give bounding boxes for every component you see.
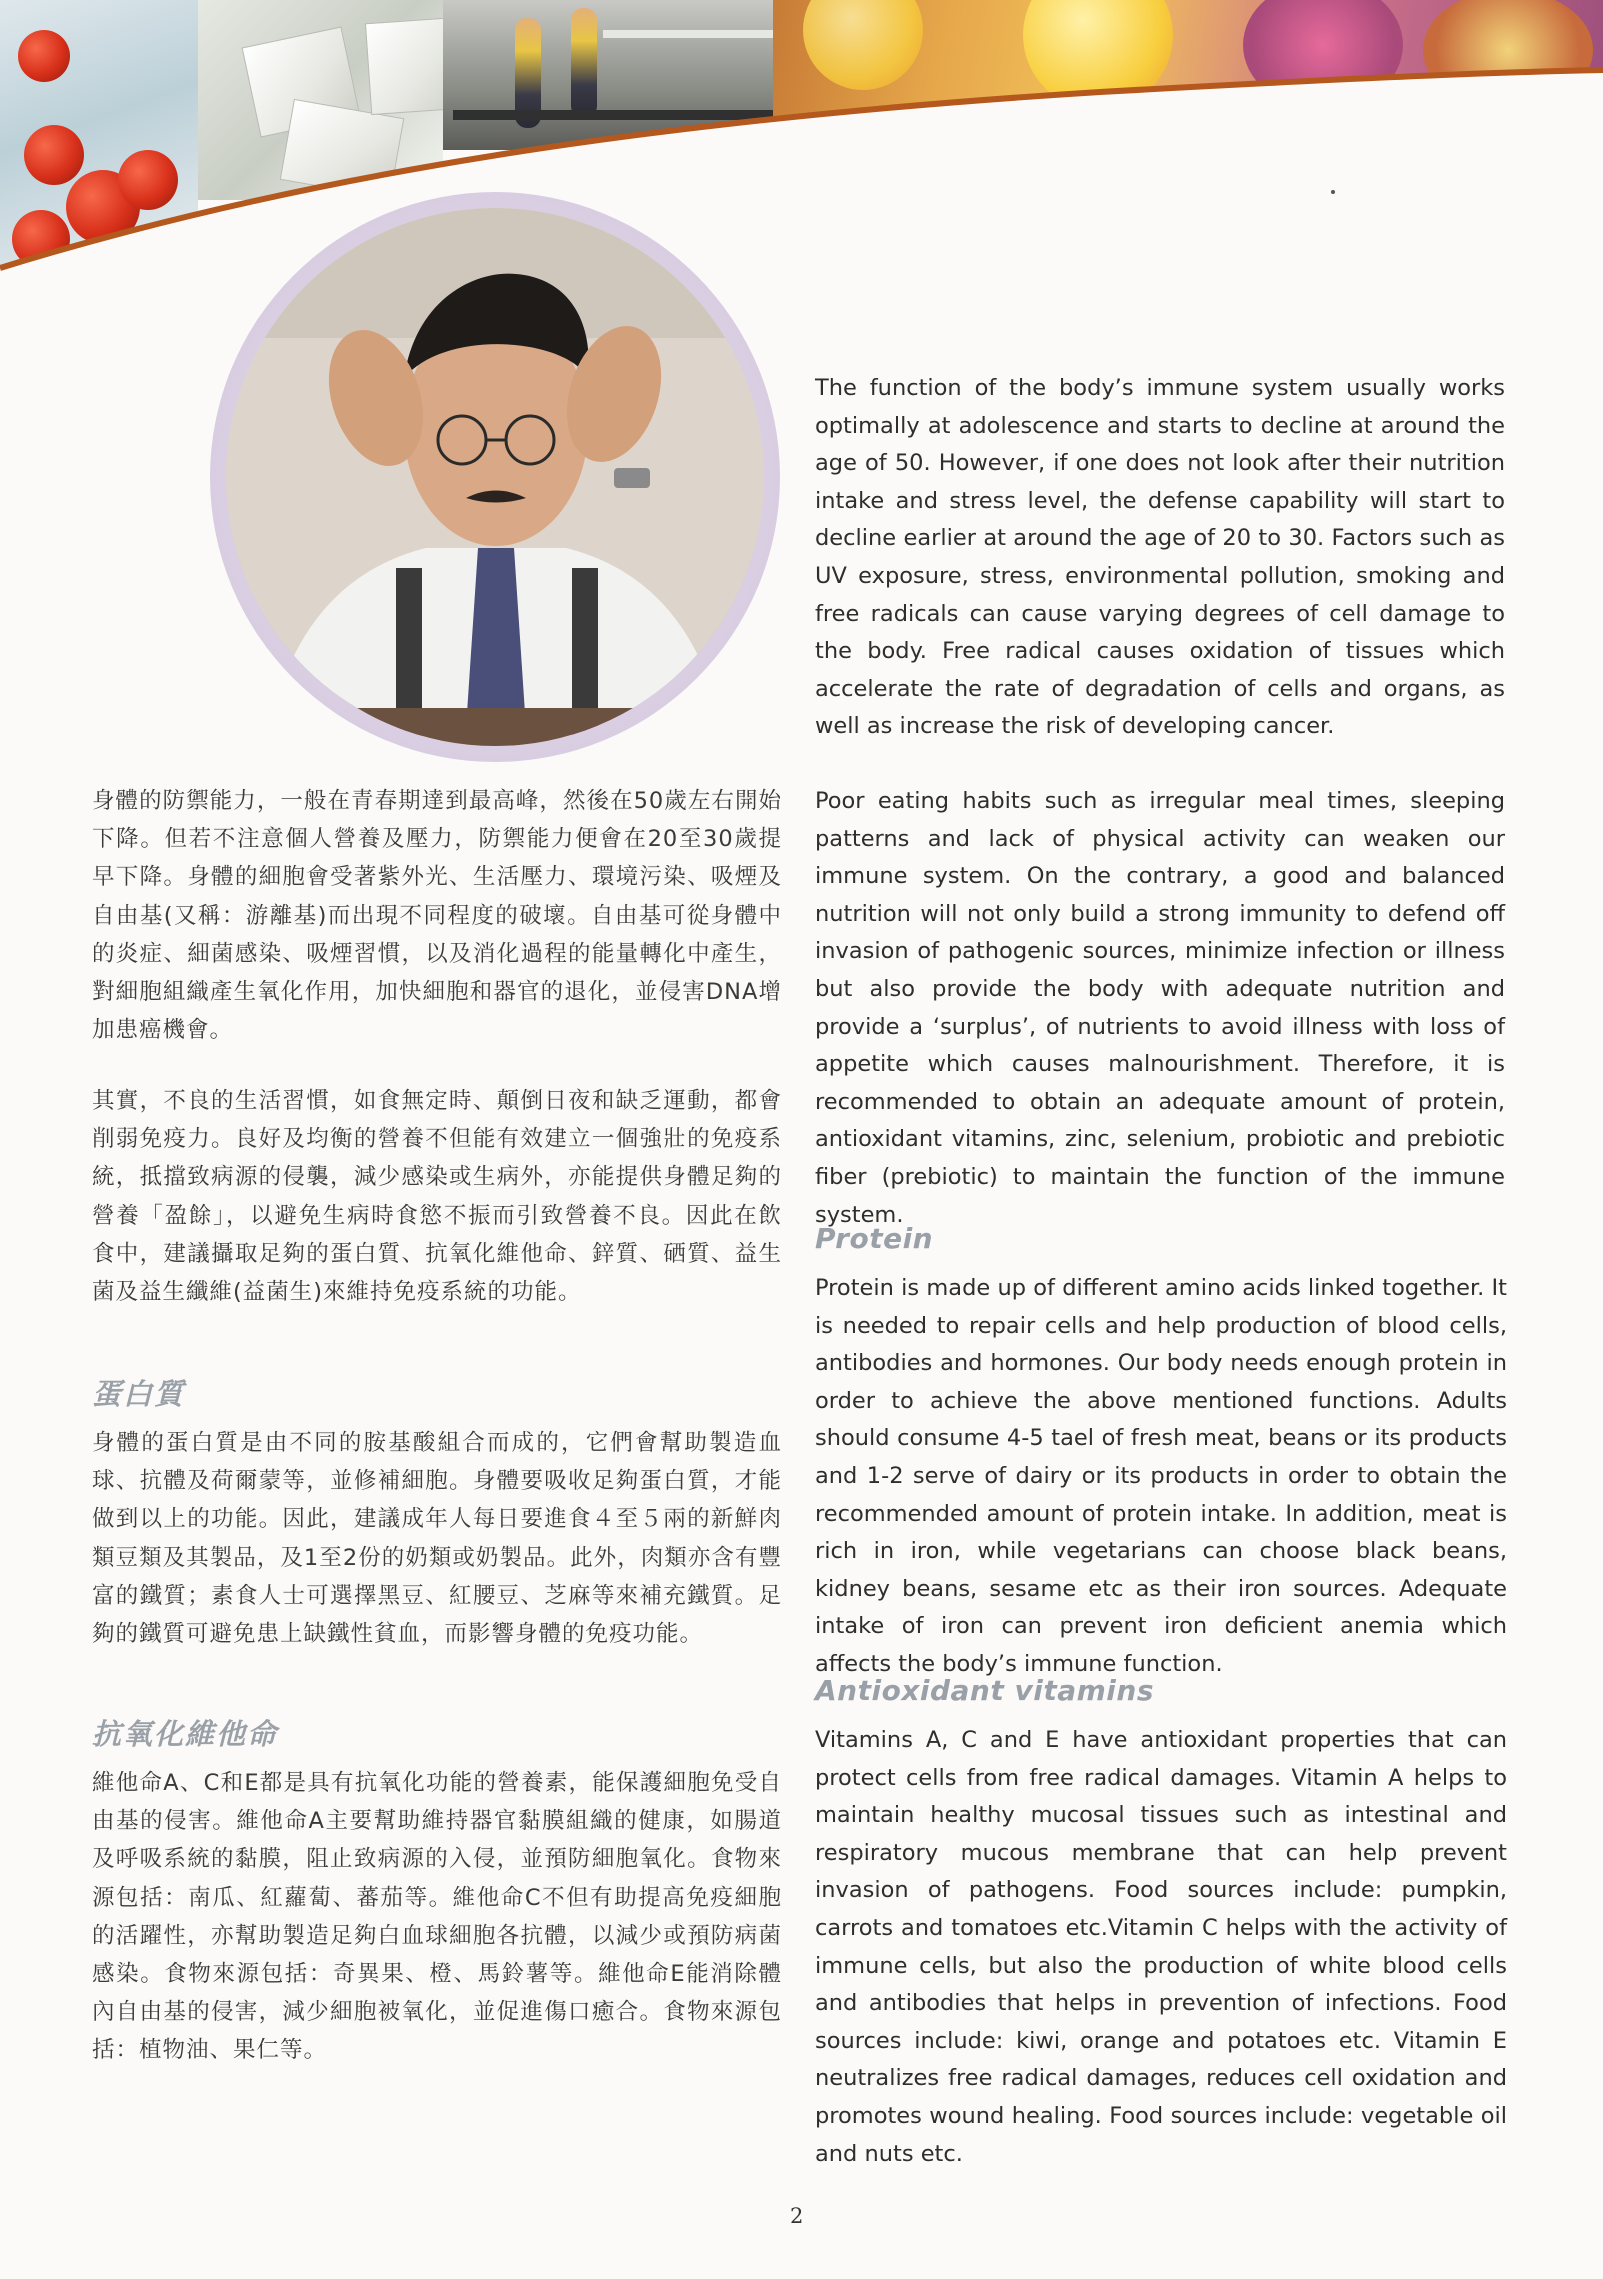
stray-dot — [1331, 190, 1335, 194]
habits-paragraph-zh: 其實，不良的生活習慣，如食無定時、顛倒日夜和缺乏運動，都會削弱免疫力。良好及均衡的營養不但能有效建立一個強壯的免疫系統，抵擋致病源的侵襲，減少感染或生病外，亦能提供身體足夠的營養「盈餘」，以避免生病時食慾不振而引致營養不良。因此在飲食中，建議攝取足夠的蛋白質、抗氧化維他命、鋅質、硒質、益生菌及益生纖維(益菌生)來維持免疫系統的功能。 — [92, 1088, 782, 1306]
protein-heading-en: Protein — [815, 1222, 934, 1255]
antioxidant-paragraph-en: Vitamins A, C and E have antioxidant properties that can protect cells from free radical damages. Vitamin A helps to maintain healthy mucosal tissues such as intestinal and respiratory mucous membrane that can help prevent invasion of pathogens. Food sources include: pumpkin, carrots and tomatoes etc.Vitamin C helps with the activity of immune cells, but also the production of white blood cells and antibodies that helps in prevention of infections. Food sources include: kiwi, orange and potatoes etc. Vitamin E neutralizes free radical damages, reduces cell oxidation and promotes wound healing. Food sources include: vegetable oil and nuts etc. — [815, 1727, 1507, 2167]
antioxidant-heading-en: Antioxidant vitamins — [815, 1674, 1154, 1707]
header-photo-band — [0, 0, 1603, 280]
habits-paragraph-en: Poor eating habits such as irregular meal times, sleeping patterns and lack of physical activity can weaken our immune system. On the contrary, a good and balanced nutrition will not only build a strong immunity to defend off invasion of pathogenic sources, minimize infection or illness but also provide the body with adequate nutrition and provide a ‘surplus’, of nutrients to avoid illness with loss of appetite which causes malnourishment. Therefore, it is recommended to obtain an adequate amount of protein, antioxidant vitamins, zinc, selenium, probiotic and prebiotic fiber (prebiotic) to maintain the function of the immune system. — [815, 788, 1505, 1228]
antioxidant-heading-zh: 抗氧化維他命 — [92, 1717, 279, 1751]
protein-heading-zh: 蛋白質 — [92, 1377, 186, 1411]
header-curve — [0, 0, 1603, 290]
intro-paragraph-zh: 身體的防禦能力，一般在青春期達到最高峰，然後在50歲左右開始下降。但若不注意個人營養及壓力，防禦能力便會在20至30歲提早下降。身體的細胞會受著紫外光、生活壓力、環境污染、吸煙及自由基(又稱：游離基)而出現不同程度的破壞。自由基可從身體中的炎症、細菌感染、吸煙習慣，以及消化過程的能量轉化中產生，對細胞組織產生氧化作用，加快細胞和器官的退化，並侵害DNA增加患癌機會。 — [92, 788, 782, 1044]
stressed-man-photo — [226, 208, 764, 746]
intro-paragraph-en: The function of the body’s immune system usually works optimally at adolescence and starts to decline at around the age of 50. However, if one does not look after their nutrition intake and stress level, the defense capability will start to decline earlier at around the age of 20 to 30. Factors such as UV exposure, stress, environmental pollution, smoking and free radicals can cause varying degrees of cell damage to the body. Free radical causes oxidation of tissues which accelerate the rate of degradation of cells and organs, as well as increase the risk of developing cancer. — [815, 375, 1505, 740]
protein-paragraph-zh: 身體的蛋白質是由不同的胺基酸組合而成的，它們會幫助製造血球、抗體及荷爾蒙等，並修補細胞。身體要吸收足夠蛋白質，才能做到以上的功能。因此，建議成年人每日要進食４至５兩的新鮮肉類豆類及其製品，及1至2份的奶類或奶製品。此外，肉類亦含有豐富的鐵質；素食人士可選擇黑豆、紅腰豆、芝麻等來補充鐵質。足夠的鐵質可避免患上缺鐵性貧血，而影響身體的免疫功能。 — [92, 1430, 782, 1648]
antioxidant-paragraph-zh: 維他命A、C和E都是具有抗氧化功能的營養素，能保護細胞免受自由基的侵害。維他命A主要幫助維持器官黏膜組織的健康，如腸道及呼吸系統的黏膜，阻止致病源的入侵，並預防細胞氧化。食物來源包括：南瓜、紅蘿蔔、蕃茄等。維他命C不但有助提高免疫細胞的活躍性，亦幫助製造足夠白血球細胞各抗體，以減少或預防病菌感染。食物來源包括：奇異果、橙、馬鈴薯等。維他命E能消除體內自由基的侵害，減少細胞被氧化，並促進傷口癒合。食物來源包括：植物油、果仁等。 — [92, 1770, 782, 2064]
page-number: 2 — [790, 2204, 804, 2228]
protein-paragraph-en: Protein is made up of different amino acids linked together. It is needed to repair cells and help production of blood cells, antibodies and hormones. Our body needs enough protein in order to achieve the above mentioned functions. Adults should consume 4-5 tael of fresh meat, beans or its products and 1-2 serve of dairy or its products in order to obtain the recommended amount of protein intake. In addition, meat is rich in iron, while vegetarians can choose black beans, kidney beans, sesame etc as their iron sources. Adequate intake of iron can prevent iron deficient anemia which affects the body’s immune function. — [815, 1275, 1507, 1677]
